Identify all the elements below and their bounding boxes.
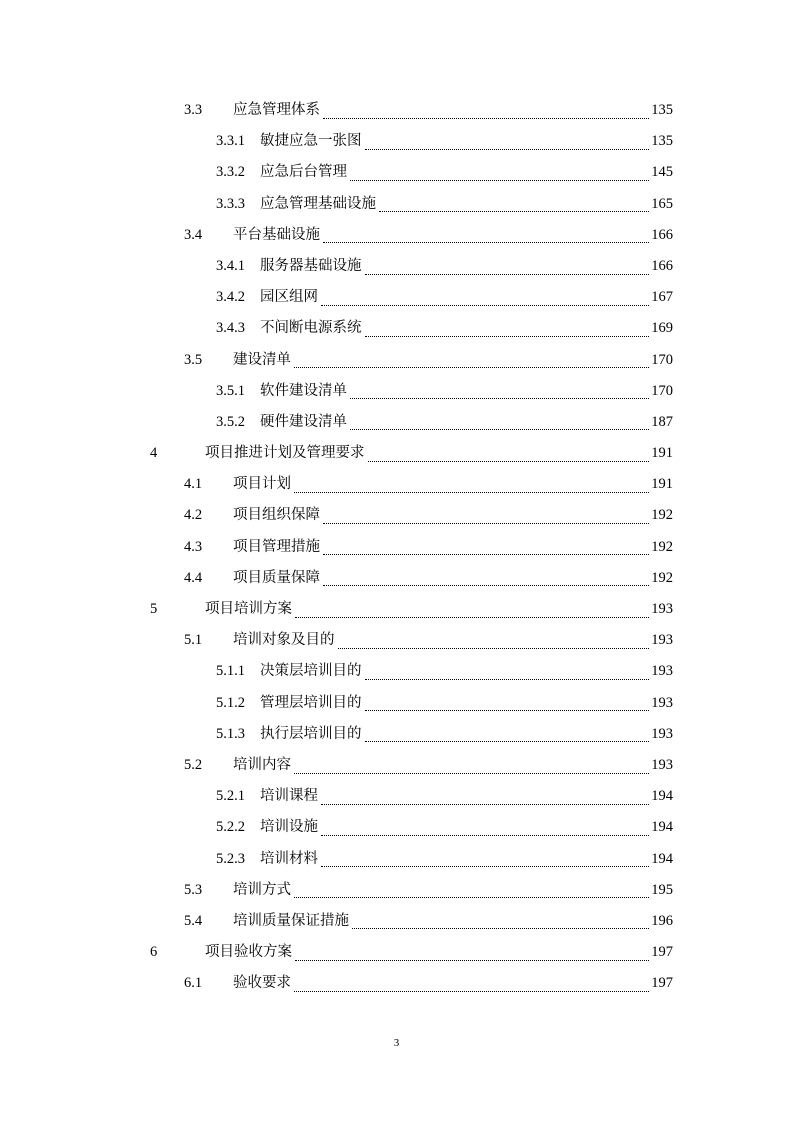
toc-entry-number: 3.4.2 xyxy=(216,289,245,306)
toc-entry-title: 培训内容 xyxy=(233,756,291,773)
toc-entry[interactable] xyxy=(0,719,793,750)
toc-entry-page: 193 xyxy=(651,756,673,773)
toc-entry[interactable] xyxy=(0,500,793,531)
toc-entry-number: 5.2.3 xyxy=(216,850,245,867)
toc-entry-title: 建设清单 xyxy=(233,351,291,368)
toc-entry-number: 3.5.2 xyxy=(216,413,245,430)
toc-entry-number: 3.4.3 xyxy=(216,320,245,337)
toc-entry-page: 197 xyxy=(651,944,673,961)
toc-entry[interactable] xyxy=(0,906,793,937)
toc-entry-number: 4.1 xyxy=(184,476,203,493)
toc-entry[interactable] xyxy=(0,594,793,625)
toc-entry-title: 项目管理措施 xyxy=(233,538,320,555)
toc-entry[interactable] xyxy=(0,532,793,563)
dot-leader xyxy=(295,959,649,961)
toc-entry-page: 166 xyxy=(651,226,673,243)
toc-entry-number: 6.1 xyxy=(184,975,203,992)
toc-entry[interactable] xyxy=(0,438,793,469)
toc-entry-page: 167 xyxy=(651,289,673,306)
toc-entry[interactable] xyxy=(0,376,793,407)
toc-entry[interactable] xyxy=(0,313,793,344)
dot-leader xyxy=(321,304,649,306)
toc-entry[interactable] xyxy=(0,937,793,968)
dot-leader xyxy=(323,553,649,555)
dot-leader xyxy=(294,990,649,992)
dot-leader xyxy=(365,709,650,711)
toc-entry-title: 服务器基础设施 xyxy=(260,257,362,274)
toc-entry[interactable] xyxy=(0,469,793,500)
toc-entry-page: 192 xyxy=(651,538,673,555)
toc-entry-number: 3.5 xyxy=(184,351,203,368)
page-number: 3 xyxy=(393,1037,400,1049)
toc-entry[interactable] xyxy=(0,220,793,251)
toc-entry-title: 培训材料 xyxy=(260,850,318,867)
dot-leader xyxy=(365,148,650,150)
toc-entry-page: 194 xyxy=(651,788,673,805)
toc-entry-page: 170 xyxy=(651,382,673,399)
toc-entry-title: 应急后台管理 xyxy=(260,164,347,181)
toc-entry-title: 培训课程 xyxy=(260,788,318,805)
toc-entry-page: 170 xyxy=(651,351,673,368)
toc-entry-number: 4.2 xyxy=(184,507,203,524)
toc-entry-page: 196 xyxy=(651,912,673,929)
toc-entry-title: 管理层培训目的 xyxy=(260,694,362,711)
dot-leader xyxy=(352,927,649,929)
toc-entry-page: 135 xyxy=(651,133,673,150)
toc-entry-number: 5.1.1 xyxy=(216,663,245,680)
toc-entry[interactable] xyxy=(0,563,793,594)
toc-entry-title: 园区组网 xyxy=(260,289,318,306)
toc-entry[interactable] xyxy=(0,844,793,875)
dot-leader xyxy=(338,647,650,649)
toc-entry-title: 执行层培训目的 xyxy=(260,725,362,742)
toc-entry-page: 195 xyxy=(651,881,673,898)
toc-entry[interactable] xyxy=(0,688,793,719)
dot-leader xyxy=(365,740,650,742)
toc-entry-number: 3.3.3 xyxy=(216,195,245,212)
dot-leader xyxy=(365,335,650,337)
toc-entry[interactable] xyxy=(0,251,793,282)
toc-entry-page: 192 xyxy=(651,569,673,586)
toc-entry-number: 5.4 xyxy=(184,912,203,929)
dot-leader xyxy=(321,803,649,805)
toc-entry-number: 5.3 xyxy=(184,881,203,898)
toc-entry-number: 5.2.1 xyxy=(216,788,245,805)
toc-entry[interactable] xyxy=(0,95,793,126)
dot-leader xyxy=(368,460,650,462)
dot-leader xyxy=(294,772,649,774)
toc-entry-title: 不间断电源系统 xyxy=(260,320,362,337)
toc-entry-page: 191 xyxy=(651,476,673,493)
toc-entry[interactable] xyxy=(0,812,793,843)
toc-entry-number: 4.4 xyxy=(184,569,203,586)
dot-leader xyxy=(350,397,649,399)
dot-leader xyxy=(365,678,650,680)
toc-entry-number: 5.1.2 xyxy=(216,694,245,711)
toc-entry-page: 194 xyxy=(651,850,673,867)
toc-entry-title: 敏捷应急一张图 xyxy=(260,133,362,150)
toc-entry-page: 145 xyxy=(651,164,673,181)
toc-entry[interactable] xyxy=(0,656,793,687)
toc-entry-page: 187 xyxy=(651,413,673,430)
toc-entry[interactable] xyxy=(0,781,793,812)
toc-entry-title: 应急管理体系 xyxy=(233,102,320,118)
toc-entry-title: 硬件建设清单 xyxy=(260,413,347,430)
toc-entry[interactable] xyxy=(0,968,793,999)
toc-entry-number: 3.3.1 xyxy=(216,133,245,150)
dot-leader xyxy=(294,491,649,493)
toc-entry-number: 3.4.1 xyxy=(216,257,245,274)
toc-entry-title: 平台基础设施 xyxy=(233,226,320,243)
dot-leader xyxy=(294,366,649,368)
dot-leader xyxy=(365,273,650,275)
toc-entry[interactable] xyxy=(0,625,793,656)
toc-entry-number: 3.4 xyxy=(184,226,203,243)
toc-entry-title: 项目验收方案 xyxy=(205,944,292,961)
toc-entry-number: 4 xyxy=(150,445,158,462)
toc-entry[interactable] xyxy=(0,282,793,313)
toc-entry[interactable] xyxy=(0,875,793,906)
toc-entry-title: 项目培训方案 xyxy=(205,601,292,617)
toc-entry-title: 项目推进计划及管理要求 xyxy=(205,445,365,462)
toc-entry-page: 193 xyxy=(651,632,673,649)
toc-entry-number: 3.3.2 xyxy=(216,164,245,181)
dot-leader xyxy=(323,117,649,119)
toc-entry-title: 培训方式 xyxy=(233,881,291,898)
dot-leader xyxy=(295,616,649,618)
toc-entry-title: 培训对象及目的 xyxy=(233,632,335,649)
toc-entry-page: 135 xyxy=(651,102,673,118)
toc-entry-number: 5.2.2 xyxy=(216,819,245,836)
toc-entry-number: 4.3 xyxy=(184,538,203,555)
toc-entry-number: 5.1 xyxy=(184,632,203,649)
toc-entry-page: 194 xyxy=(651,819,673,836)
toc-entry-number: 5 xyxy=(150,601,158,617)
toc-entry-title: 软件建设清单 xyxy=(260,382,347,399)
toc-entry-title: 验收要求 xyxy=(233,975,291,992)
toc-entry-page: 166 xyxy=(651,257,673,274)
dot-leader xyxy=(323,241,649,243)
toc-entry[interactable] xyxy=(0,189,793,220)
toc-entry-page: 193 xyxy=(651,601,673,617)
toc-entry-title: 培训质量保证措施 xyxy=(233,912,349,929)
toc-entry-page: 193 xyxy=(651,725,673,742)
dot-leader xyxy=(350,428,649,430)
toc-entry-page: 192 xyxy=(651,507,673,524)
dot-leader xyxy=(321,834,649,836)
toc-entry[interactable] xyxy=(0,157,793,188)
dot-leader xyxy=(323,522,649,524)
toc-entry[interactable] xyxy=(0,126,793,157)
toc-entry-title: 决策层培训目的 xyxy=(260,663,362,680)
toc-entry-page: 165 xyxy=(651,195,673,212)
toc-entry-number: 5.1.3 xyxy=(216,725,245,742)
toc-entry-number: 6 xyxy=(150,944,158,961)
toc-entry-number: 5.2 xyxy=(184,756,203,773)
toc-entry[interactable] xyxy=(0,345,793,376)
toc-entry-page: 191 xyxy=(651,445,673,462)
toc-entry-title: 项目质量保障 xyxy=(233,569,320,586)
toc-entry-title: 培训设施 xyxy=(260,819,318,836)
toc-entry-number: 3.3 xyxy=(184,102,203,118)
toc-entry-page: 193 xyxy=(651,663,673,680)
table-of-contents xyxy=(0,95,793,999)
toc-entry-page: 169 xyxy=(651,320,673,337)
toc-entry-number: 3.5.1 xyxy=(216,382,245,399)
toc-entry-page: 197 xyxy=(651,975,673,992)
toc-entry-title: 项目组织保障 xyxy=(233,507,320,524)
toc-entry-title: 项目计划 xyxy=(233,476,291,493)
toc-entry[interactable] xyxy=(0,407,793,438)
dot-leader xyxy=(323,584,649,586)
toc-entry-title: 应急管理基础设施 xyxy=(260,195,376,212)
toc-entry-page: 193 xyxy=(651,694,673,711)
dot-leader xyxy=(379,210,649,212)
dot-leader xyxy=(321,865,649,867)
dot-leader xyxy=(350,179,649,181)
toc-entry[interactable] xyxy=(0,750,793,781)
dot-leader xyxy=(294,896,649,898)
